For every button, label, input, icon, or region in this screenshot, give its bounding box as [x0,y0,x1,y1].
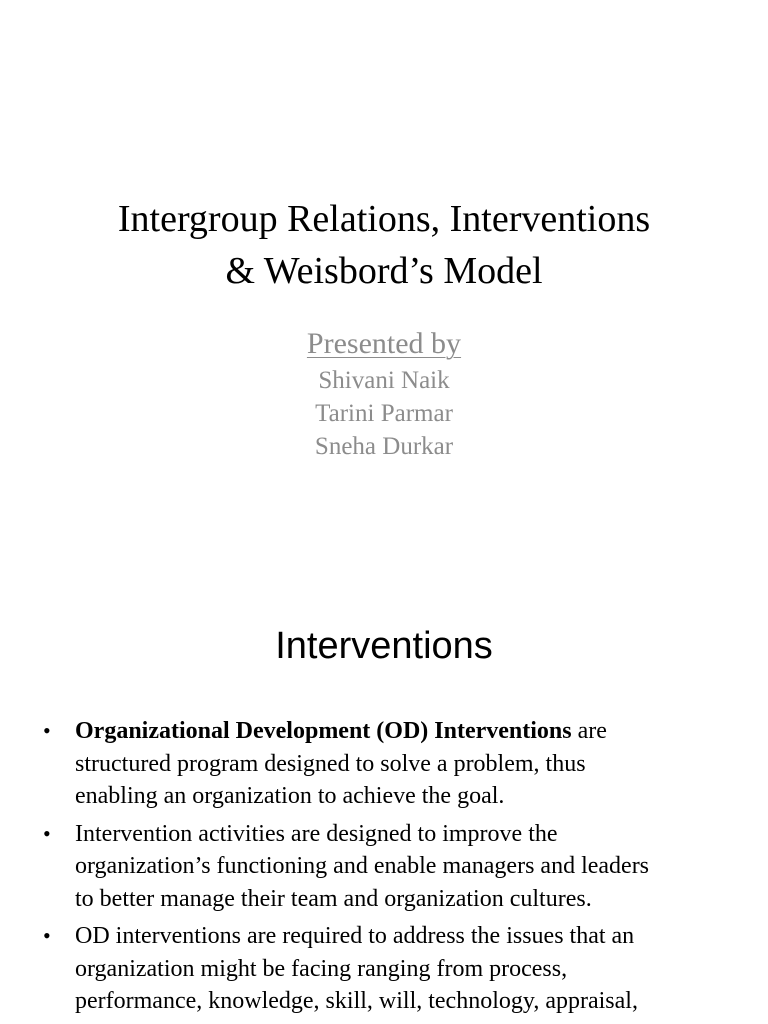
presenter-name: Tarini Parmar [315,400,453,427]
bullet-icon: • [43,718,51,743]
presenter-name: Sneha Durkar [314,433,454,460]
presentation-title [40,193,728,297]
bullet-line: to better manage their team and organization cultures. [75,885,592,912]
bullet-line: performance, knowledge, skill, will, technology, appraisal, [75,988,638,1014]
interventions-slide [0,576,768,1024]
presented-by-label: Presented by [306,327,462,360]
bullet-line: Intervention activities are designed to improve the [75,820,558,847]
bullet-item [0,920,768,1018]
bullet-text-fragment: are [571,718,607,744]
title-line-2: & Weisbord’s Model [225,250,543,292]
bullet-line: structured program designed to solve a problem, thus [75,750,586,777]
bullet-line: organization’s functioning and enable managers and leaders [75,853,650,879]
bullet-line [75,715,744,748]
bullet-line: organization might be facing ranging from process, [75,955,568,982]
bullet-icon: • [43,923,51,948]
presenter-name: Shivani Naik [318,367,450,394]
bullet-item [0,818,768,916]
bold-term: Organizational Development (OD) Interventions [75,718,572,744]
slide-title: Interventions [275,625,493,667]
title-line-1: Intergroup Relations, Interventions [117,198,651,240]
bullet-list [0,715,768,1023]
bullet-icon: • [43,820,51,846]
bullet-line: enabling an organization to achieve the goal. [75,783,505,809]
presenters-block [0,324,768,463]
bullet-line: OD interventions are required to address the issues that an [75,923,635,949]
bullet-item [0,715,768,813]
